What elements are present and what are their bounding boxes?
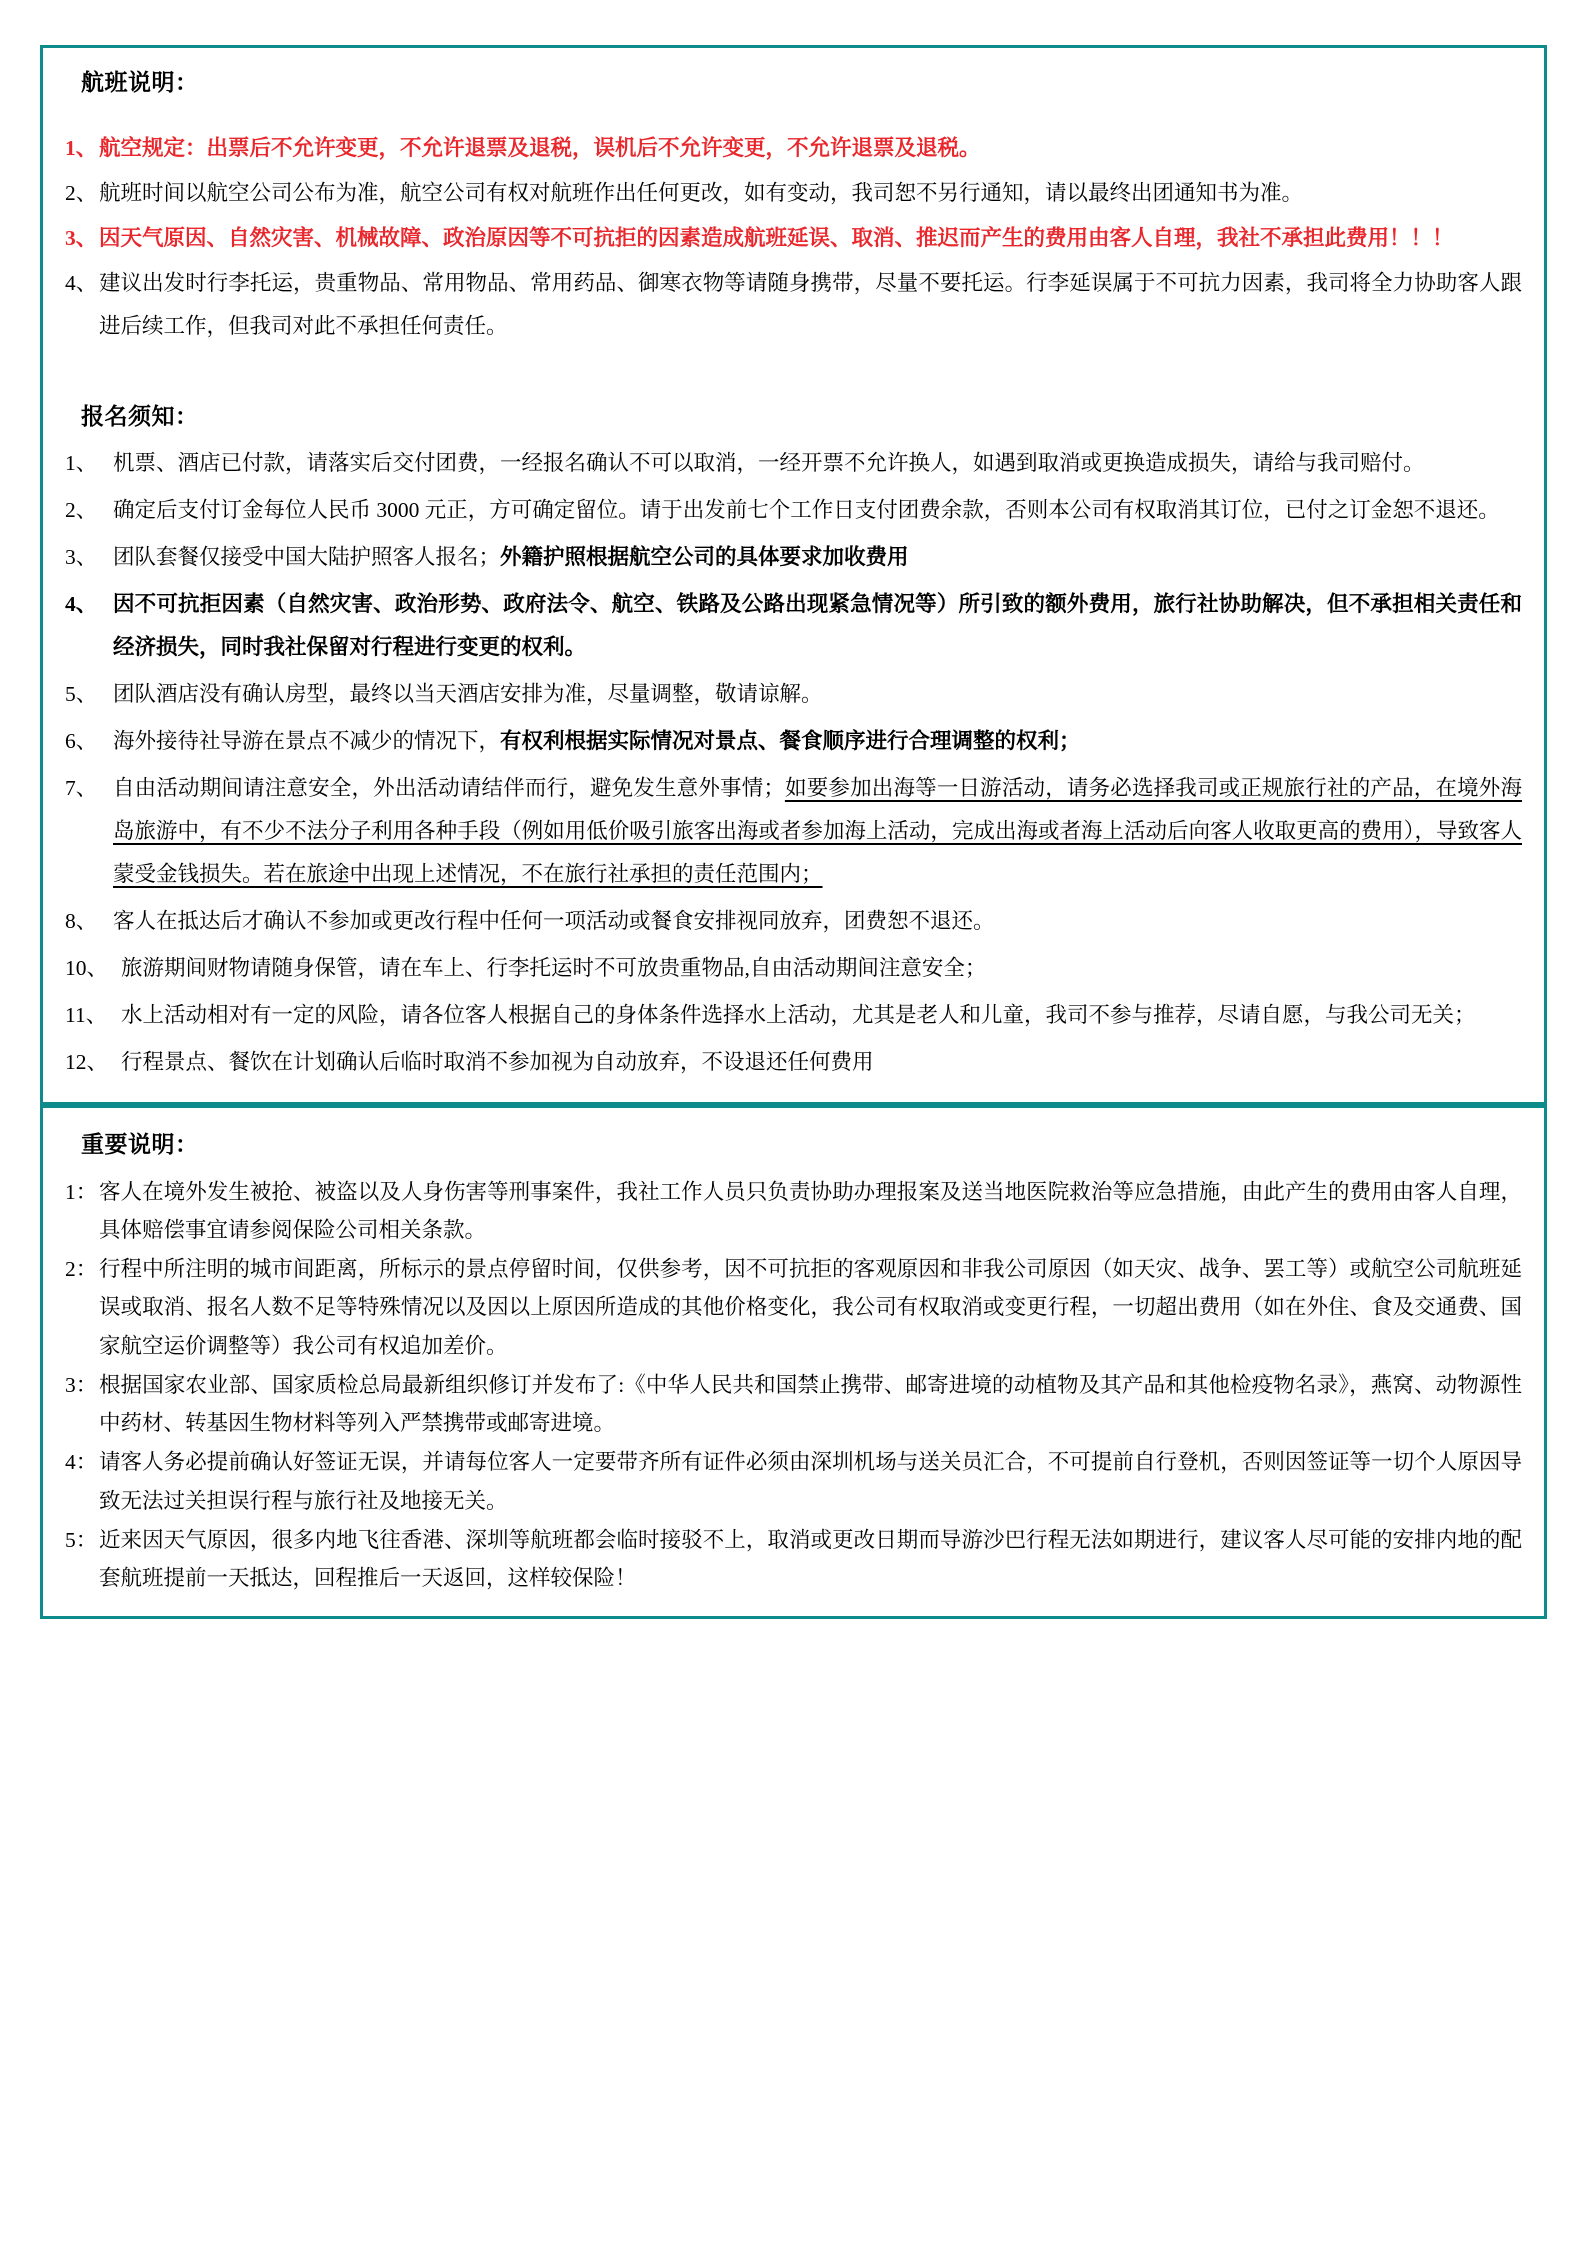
important-note-item	[65, 1366, 1522, 1443]
spacer	[65, 111, 1522, 127]
item-text: 因不可抗拒因素（自然灾害、政治形势、政府法令、航空、铁路及公路出现紧急情况等）所引致的额外费用，旅行社协助解决，但不承担相关责任和经济损失，同时我社保留对行程进行变更的权利。	[113, 592, 1522, 659]
enrollment-note-item	[65, 1041, 1522, 1084]
item-text: 航空规定：出票后不允许变更，不允许退票及退税，误机后不允许变更，不允许退票及退税。	[99, 135, 981, 160]
enrollment-note-item	[65, 489, 1522, 532]
item-text	[113, 536, 1522, 579]
item-text: 航班时间以航空公司公布为准，航空公司有权对航班作出任何更改，如有变动，我司恕不另行通知，请以最终出团通知书为准。	[99, 180, 1304, 205]
item-text-emphasis: 有权利根据实际情况对景点、餐食顺序进行合理调整的权利；	[500, 729, 1081, 753]
important-note-item	[65, 1173, 1522, 1250]
item-text: 建议出发时行李托运，贵重物品、常用物品、常用药品、御寒衣物等请随身携带，尽量不要托运。行李延误属于不可抗力因素，我司将全力协助客人跟进后续工作，但我司对此不承担任何责任。	[99, 270, 1522, 338]
item-number: 3、	[65, 225, 98, 250]
item-text: 请客人务必提前确认好签证无误，并请每位客人一定要带齐所有证件必须由深圳机场与送关员汇合，不可提前自行登机，否则因签证等一切个人原因导致无法过关担误行程与旅行社及地接无关。	[99, 1450, 1522, 1513]
item-number: 4、	[65, 592, 98, 616]
enrollment-note-item	[65, 947, 1522, 990]
enrollment-note-item	[65, 673, 1522, 716]
item-text: 行程中所注明的城市间距离，所标示的景点停留时间，仅供参考，因不可抗拒的客观原因和非我公司原因（如天灾、战争、罢工等）或航空公司航班延误或取消、报名人数不足等特殊情况以及因以上原因所造成的其他价格变化，我公司有权取消或变更行程，一切超出费用（如在外住、食及交通费、国家航空运价调整等）我公司有权追加差价。	[99, 1257, 1522, 1358]
item-text: 水上活动相对有一定的风险，请各位客人根据自己的身体条件选择水上活动，尤其是老人和儿童，我司不参与推荐，尽请自愿，与我公司无关；	[121, 1003, 1476, 1027]
flight-notes-section	[65, 66, 1522, 348]
enrollment-note-item	[65, 583, 1522, 669]
enrollment-notes-section	[65, 400, 1522, 1085]
item-text: 团队酒店没有确认房型，最终以当天酒店安排为准，尽量调整，敬请谅解。	[113, 682, 823, 706]
item-text: 旅游期间财物请随身保管，请在车上、行李托运时不可放贵重物品,自由活动期间注意安全；	[121, 956, 987, 980]
enrollment-note-item	[65, 442, 1522, 485]
item-text: 根据国家农业部、国家质检总局最新组织修订并发布了:《中华人民共和国禁止携带、邮寄进境的动植物及其产品和其他检疫物名录》，燕窝、动物源性中药材、转基因生物材料等列入严禁携带或邮寄进境。	[99, 1372, 1522, 1436]
flight-note-item	[65, 172, 1522, 215]
item-text-emphasis: 外籍护照根据航空公司的具体要求加收费用	[500, 545, 909, 569]
item-number: 3：	[65, 1372, 98, 1397]
item-number: 1：	[65, 1179, 98, 1204]
item-number: 4：	[65, 1450, 98, 1475]
enrollment-note-item	[65, 767, 1522, 896]
item-text: 因天气原因、自然灾害、机械故障、政治原因等不可抗拒的因素造成航班延误、取消、推迟而产生的费用由客人自理，我社不承担此费用！！！	[99, 225, 1454, 250]
important-notes-heading: 重要说明：	[81, 1132, 199, 1157]
item-number: 1、	[65, 451, 98, 475]
item-number: 5、	[65, 682, 98, 706]
item-number: 2、	[65, 498, 98, 522]
item-number: 8、	[65, 909, 98, 933]
enrollment-notes-heading: 报名须知：	[81, 403, 199, 429]
enrollment-note-item	[65, 900, 1522, 943]
flight-note-item	[65, 217, 1522, 260]
item-text: 确定后支付订金每位人民币 3000 元正，方可确定留位。请于出发前七个工作日支付团费余款，否则本公司有权取消其订位，已付之订金恕不退还。	[113, 498, 1500, 522]
item-number: 6、	[65, 729, 98, 753]
item-number: 1、	[65, 135, 98, 160]
enrollment-note-item	[65, 536, 1522, 579]
important-note-item	[65, 1250, 1522, 1365]
item-number: 2：	[65, 1257, 98, 1282]
item-text-plain: 团队套餐仅接受中国大陆护照客人报名；	[113, 545, 501, 569]
flight-note-item	[65, 127, 1522, 170]
notice-box-top	[40, 45, 1547, 1105]
item-text: 客人在境外发生被抢、被盗以及人身伤害等刑事案件，我社工作人员只负责协助办理报案及送当地医院救治等应急措施，由此产生的费用由客人自理，具体赔偿事宜请参阅保险公司相关条款。	[99, 1179, 1522, 1242]
item-number: 3、	[65, 545, 98, 569]
item-text-plain: 海外接待社导游在景点不减少的情况下，	[113, 729, 501, 753]
item-text	[113, 720, 1522, 763]
flight-note-item	[65, 262, 1522, 348]
item-text: 客人在抵达后才确认不参加或更改行程中任何一项活动或餐食安排视同放弃，团费恕不退还。	[113, 909, 995, 933]
item-text-underlined: 如要参加出海等一日游活动，请务必选择我司或正规旅行社的产品，在境外海岛旅游中，有不少不法分子利用各种手段（例如用低价吸引旅客出海或者参加海上活动，完成出海或者海上活动后向客人收取更高的费用），导致客人蒙受金钱损失。若在旅途中出现上述情况，不在旅行社承担的责任范围内；	[113, 776, 1522, 886]
item-number: 4、	[65, 270, 98, 295]
item-number: 11、	[65, 1003, 108, 1027]
item-text: 行程景点、餐饮在计划确认后临时取消不参加视为自动放弃，不设退还任何费用	[121, 1050, 874, 1074]
item-text: 近来因天气原因，很多内地飞往香港、深圳等航班都会临时接驳不上，取消或更改日期而导游沙巴行程无法如期进行，建议客人尽可能的安排内地的配套航班提前一天抵达，回程推后一天返回，这样较保险！	[99, 1527, 1522, 1591]
item-number: 7、	[65, 776, 98, 800]
item-number: 5：	[65, 1527, 98, 1552]
important-note-item	[65, 1443, 1522, 1520]
notice-box-bottom	[40, 1105, 1547, 1619]
item-number: 12、	[65, 1050, 109, 1074]
enrollment-note-item	[65, 720, 1522, 763]
item-text: 机票、酒店已付款，请落实后交付团费，一经报名确认不可以取消，一经开票不允许换人，如遇到取消或更换造成损失，请给与我司赔付。	[113, 451, 1425, 475]
item-number: 10、	[65, 956, 109, 980]
flight-notes-heading: 航班说明：	[81, 70, 199, 95]
item-text-plain: 自由活动期间请注意安全，外出活动请结伴而行，避免发生意外事情；	[113, 776, 785, 800]
item-text	[113, 767, 1522, 896]
spacer	[65, 350, 1522, 396]
item-number: 2、	[65, 180, 98, 205]
enrollment-note-item	[65, 994, 1522, 1037]
important-note-item	[65, 1521, 1522, 1598]
